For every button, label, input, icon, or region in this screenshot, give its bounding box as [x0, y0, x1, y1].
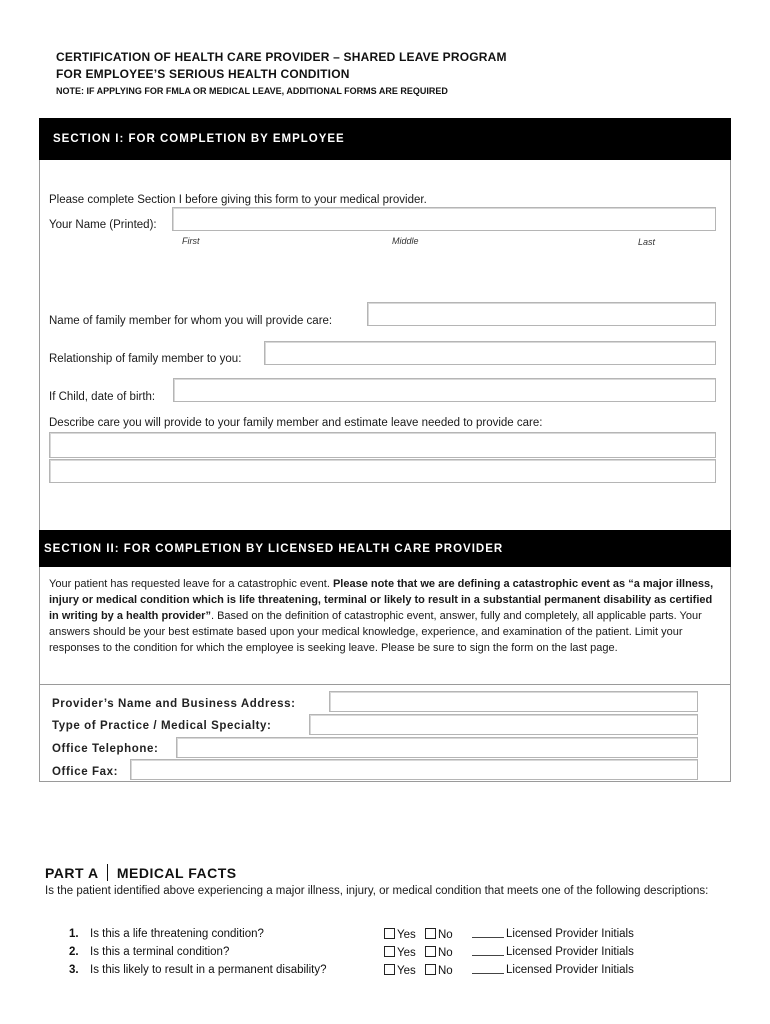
question-3-yes-checkbox[interactable]	[384, 964, 395, 975]
initials-label: Licensed Provider Initials	[506, 946, 634, 958]
question-1-no-checkbox[interactable]	[425, 928, 436, 939]
catastrophic-definition: Please note that we are defining a catastrophic event as “a major illness, injury or medical condition which is life threatening, terminal or likely to result in a substantial permanent disability as certified in writing by a health provider”	[49, 578, 714, 622]
describe-care-label: Describe care you will provide to your family member and estimate leave needed to provide care:	[49, 417, 543, 429]
section-2-title: SECTION II: FOR COMPLETION BY LICENSED HEALTH CARE PROVIDER	[44, 542, 504, 555]
question-2-no-checkbox[interactable]	[425, 946, 436, 957]
no-label: No	[437, 965, 453, 977]
child-dob-input[interactable]	[173, 378, 716, 402]
initials-blank[interactable]	[472, 937, 504, 938]
form-title-line-2: FOR EMPLOYEE’S SERIOUS HEALTH CONDITION	[56, 67, 350, 81]
relationship-input[interactable]	[264, 341, 716, 365]
section-2-divider	[39, 684, 731, 685]
section-2-header	[39, 530, 731, 567]
question-3-number: 3.	[69, 964, 79, 976]
office-fax-label: Office Fax:	[52, 766, 119, 778]
section-2-para-start: Your patient has requested leave for a catastrophic event.	[49, 578, 333, 590]
practice-type-label: Type of Practice / Medical Specialty:	[52, 720, 272, 732]
describe-care-input-1[interactable]	[49, 432, 716, 458]
section-2-para-end: . Based on the definition of catastrophic event, answer, fully and completely, all applicable parts. Your answers should be your best estimate based upon your medical knowledge, experience, and examination of the patient. Limit your responses to the condition for which the employee is seeking leave. Please be sure to sign the form on the last page.	[49, 610, 702, 654]
family-member-label: Name of family member for whom you will provide care:	[49, 315, 333, 327]
section-1-intro: Please complete Section I before giving this form to your medical provider.	[49, 194, 427, 206]
name-first-caption: First	[182, 236, 200, 246]
describe-care-input-2[interactable]	[49, 459, 716, 483]
relationship-label: Relationship of family member to you:	[49, 353, 242, 365]
question-1-text: Is this a life threatening condition?	[90, 928, 264, 940]
provider-name-input[interactable]	[329, 691, 698, 712]
question-1-number: 1.	[69, 928, 79, 940]
no-label: No	[437, 947, 453, 959]
question-2-initials[interactable]	[472, 946, 634, 958]
name-last-caption: Last	[638, 237, 656, 247]
yes-label: Yes	[397, 947, 416, 959]
question-1-yes-checkbox[interactable]	[384, 928, 395, 939]
question-3-initials[interactable]	[472, 964, 634, 976]
initials-blank[interactable]	[472, 973, 504, 974]
initials-label: Licensed Provider Initials	[506, 964, 634, 976]
question-2-yes-checkbox[interactable]	[384, 946, 395, 957]
office-fax-input[interactable]	[130, 759, 698, 780]
section-1-title: SECTION I: FOR COMPLETION BY EMPLOYEE	[53, 133, 345, 145]
family-member-input[interactable]	[367, 302, 716, 326]
question-3-answers	[384, 964, 453, 977]
initials-blank[interactable]	[472, 955, 504, 956]
provider-name-label: Provider’s Name and Business Address:	[52, 698, 296, 710]
part-a-intro: Is the patient identified above experiencing a major illness, injury, or medical condition that meets one of the following descriptions:	[45, 885, 709, 897]
part-a-label: PART A	[45, 865, 99, 881]
office-phone-label: Office Telephone:	[52, 743, 159, 755]
part-a-title	[45, 864, 237, 881]
yes-label: Yes	[397, 929, 416, 941]
part-a-separator	[107, 864, 108, 881]
initials-label: Licensed Provider Initials	[506, 928, 634, 940]
question-2-text: Is this a terminal condition?	[90, 946, 230, 958]
question-1-answers	[384, 928, 453, 941]
question-2-number: 2.	[69, 946, 79, 958]
no-label: No	[437, 929, 453, 941]
name-label: Your Name (Printed):	[49, 219, 157, 231]
name-middle-caption: Middle	[392, 236, 419, 246]
section-2-paragraph	[49, 576, 717, 656]
yes-label: Yes	[397, 965, 416, 977]
office-phone-input[interactable]	[176, 737, 698, 758]
form-note: NOTE: IF APPLYING FOR FMLA OR MEDICAL LEAVE, ADDITIONAL FORMS ARE REQUIRED	[56, 86, 448, 96]
question-1-initials[interactable]	[472, 928, 634, 940]
question-2-answers	[384, 946, 453, 959]
section-1-header	[39, 118, 731, 160]
question-3-text: Is this likely to result in a permanent disability?	[90, 964, 327, 976]
form-title-line-1: CERTIFICATION OF HEALTH CARE PROVIDER – SHARED LEAVE PROGRAM	[56, 50, 507, 64]
question-3-no-checkbox[interactable]	[425, 964, 436, 975]
name-input[interactable]	[172, 207, 716, 231]
child-dob-label: If Child, date of birth:	[49, 391, 156, 403]
part-a-name: MEDICAL FACTS	[116, 865, 237, 881]
practice-type-input[interactable]	[309, 714, 698, 735]
